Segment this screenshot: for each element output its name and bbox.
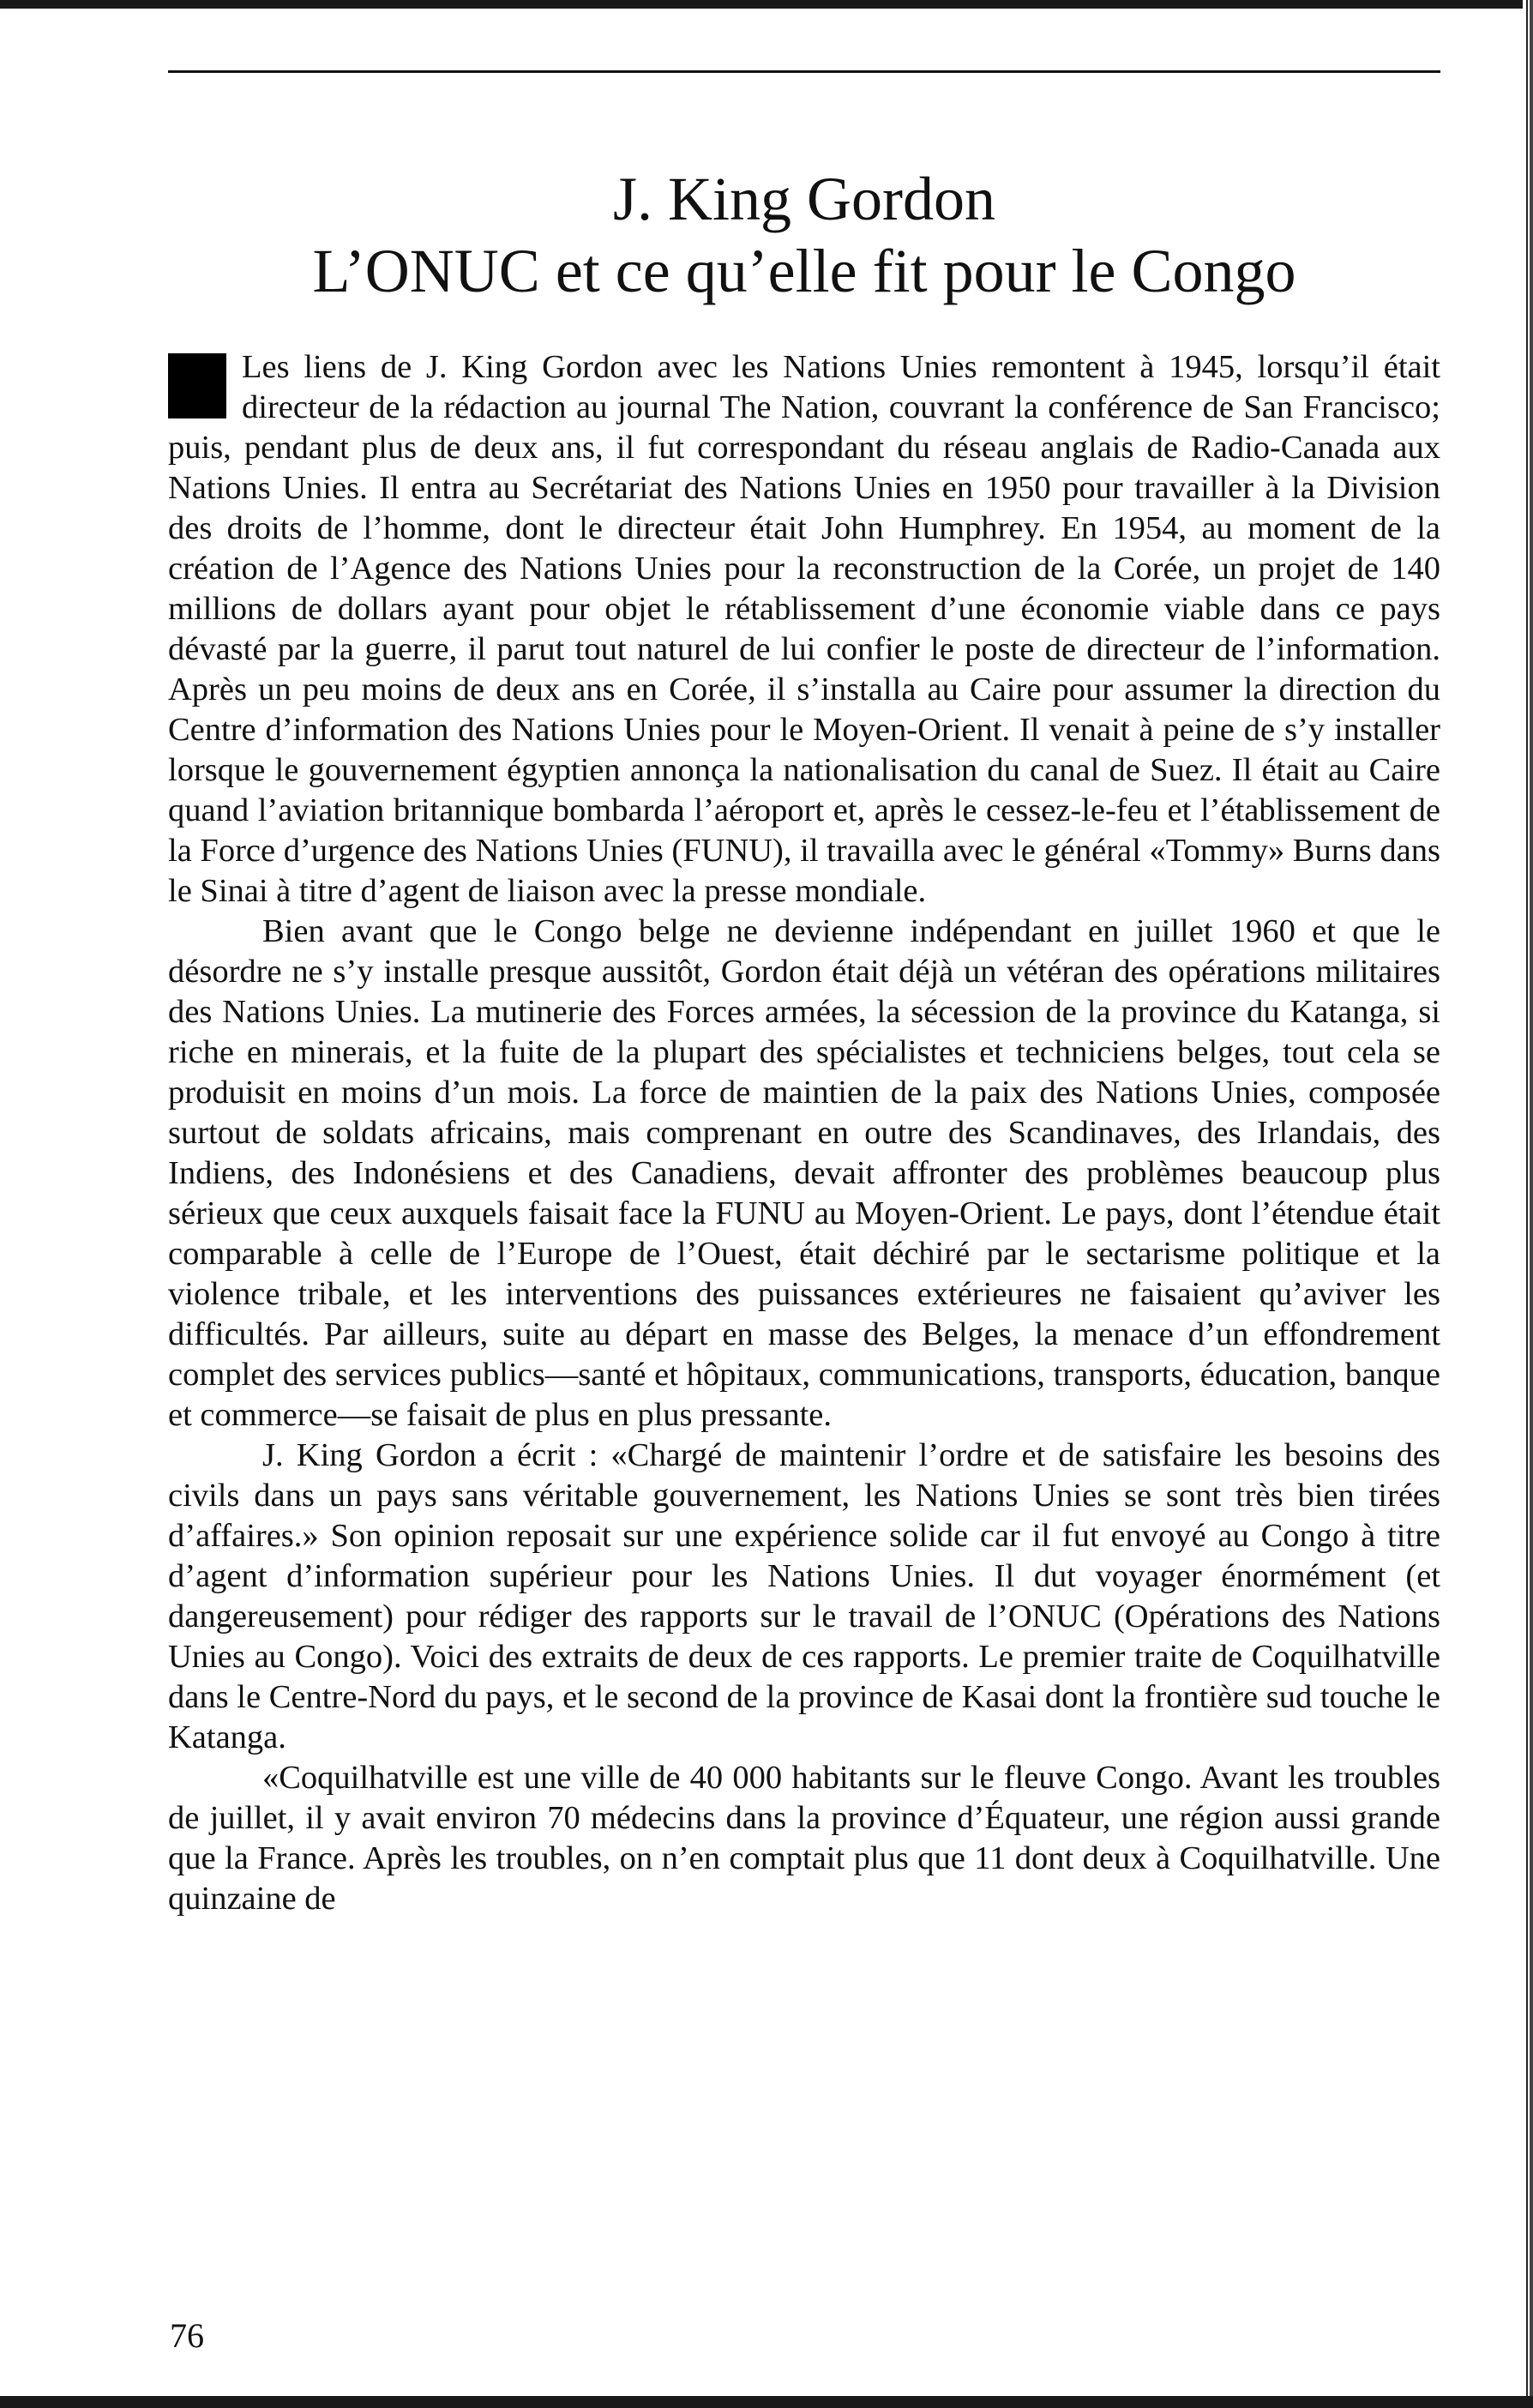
article-title — [168, 163, 1440, 307]
scan-right-edge — [1523, 0, 1533, 2408]
section-marker — [168, 353, 226, 418]
article-paragraph: «Coquilhatville est une ville de 40 000 habitants sur le fleuve Congo. Avant les troubles de juillet, il y avait environ 70 médecins dans la province d’Équateur, une région aussi grande que la France. Après les troubles, on n’en comptait plus que 11 dont deux à Coquilhatville. Une quinzaine de — [168, 1760, 1440, 1917]
title-line-subject: L’ONUC et ce qu’elle fit pour le Congo — [312, 237, 1296, 305]
title-line-author: J. King Gordon — [613, 165, 995, 233]
article-paragraph — [168, 347, 1440, 912]
page-number: 76 — [170, 2316, 204, 2355]
article-paragraph: J. King Gordon a écrit : «Chargé de maintenir l’ordre et de satisfaire les besoins des civils dans un pays sans véritable gouvernement, les Nations Unies se sont très bien tirées d’affaires.» Son opinion reposait sur une expérience solide car il fut envoyé au Congo à titre d’agent d’information supérieur pour les Nations Unies. Il dut voyager énormément (et dangereusement) pour rédiger des rapports sur le travail de l’ONUC (Opérations des Nations Unies au Congo). Voici des extraits de deux de ces rapports. Le premier traite de Coquilhatville dans le Centre-Nord du pays, et le second de la province de Kasai dont la frontière sud touche le Katanga. — [168, 1437, 1440, 1755]
paragraph-text: Les liens de J. King Gordon avec les Nations Unies remontent à 1945, lorsqu’il était directeur de la rédaction au journal The Nation, couvrant la conférence de San Francisco; puis, pendant plus de deux ans, il fut correspondant du réseau anglais de Radio-Canada aux Nations Unies. Il entra au Secrétariat des Nations Unies en 1950 pour travailler à la Division des droits de l’homme, dont le directeur était John Humphrey. En 1954, au moment de la création de l’Agence des Nations Unies pour la reconstruction de la Corée, un projet de 140 millions de dollars ayant pour objet le rétablissement d’une économie viable dans ce pays dévasté par la guerre, il parut tout naturel de lui confier le poste de directeur de l’information. Après un peu moins de deux ans en Corée, il s’installa au Caire pour assumer la direction du Centre d’information des Nations Unies pour le Moyen-Orient. Il venait à peine de s’y installer lorsque le gouvernement égyptien annonça la nationalisation du canal de Suez. Il était au Caire quand l’aviation britannique bombarda l’aéroport et, après le cessez-le-feu et l’établissement de la Force d’urgence des Nations Unies (FUNU), il travailla avec le général «Tommy» Burns dans le Sinai à titre d’agent de liaison avec la presse mondiale. — [168, 349, 1440, 909]
header-rule — [168, 70, 1440, 73]
article-body — [168, 347, 1440, 1919]
scan-bottom-edge — [0, 2396, 1533, 2408]
scan-top-edge — [0, 0, 1533, 9]
article-paragraph: Bien avant que le Congo belge ne devienne indépendant en juillet 1960 et que le désordre ne s’y installe presque aussitôt, Gordon était déjà un vétéran des opérations militaires des Nations Unies. La mutinerie des Forces armées, la sécession de la province du Katanga, si riche en minerais, et la fuite de la plupart des spécialistes et techniciens belges, tout cela se produisit en moins d’un mois. La force de maintien de la paix des Nations Unies, composée surtout de soldats africains, mais comprenant en outre des Scandinaves, des Irlandais, des Indiens, des Indonésiens et des Canadiens, devait affronter des problèmes beaucoup plus sérieux que ceux auxquels faisait face la FUNU au Moyen-Orient. Le pays, dont l’étendue était comparable à celle de l’Europe de l’Ouest, était déchiré par le sectarisme politique et la violence tribale, et les interventions des puissances extérieures ne faisaient qu’aviver les difficultés. Par ailleurs, suite au départ en masse des Belges, la menace d’un effondrement complet des services publics—santé et hôpitaux, communications, transports, éducation, banque et commerce—se faisait de plus en plus pressante. — [168, 913, 1440, 1433]
